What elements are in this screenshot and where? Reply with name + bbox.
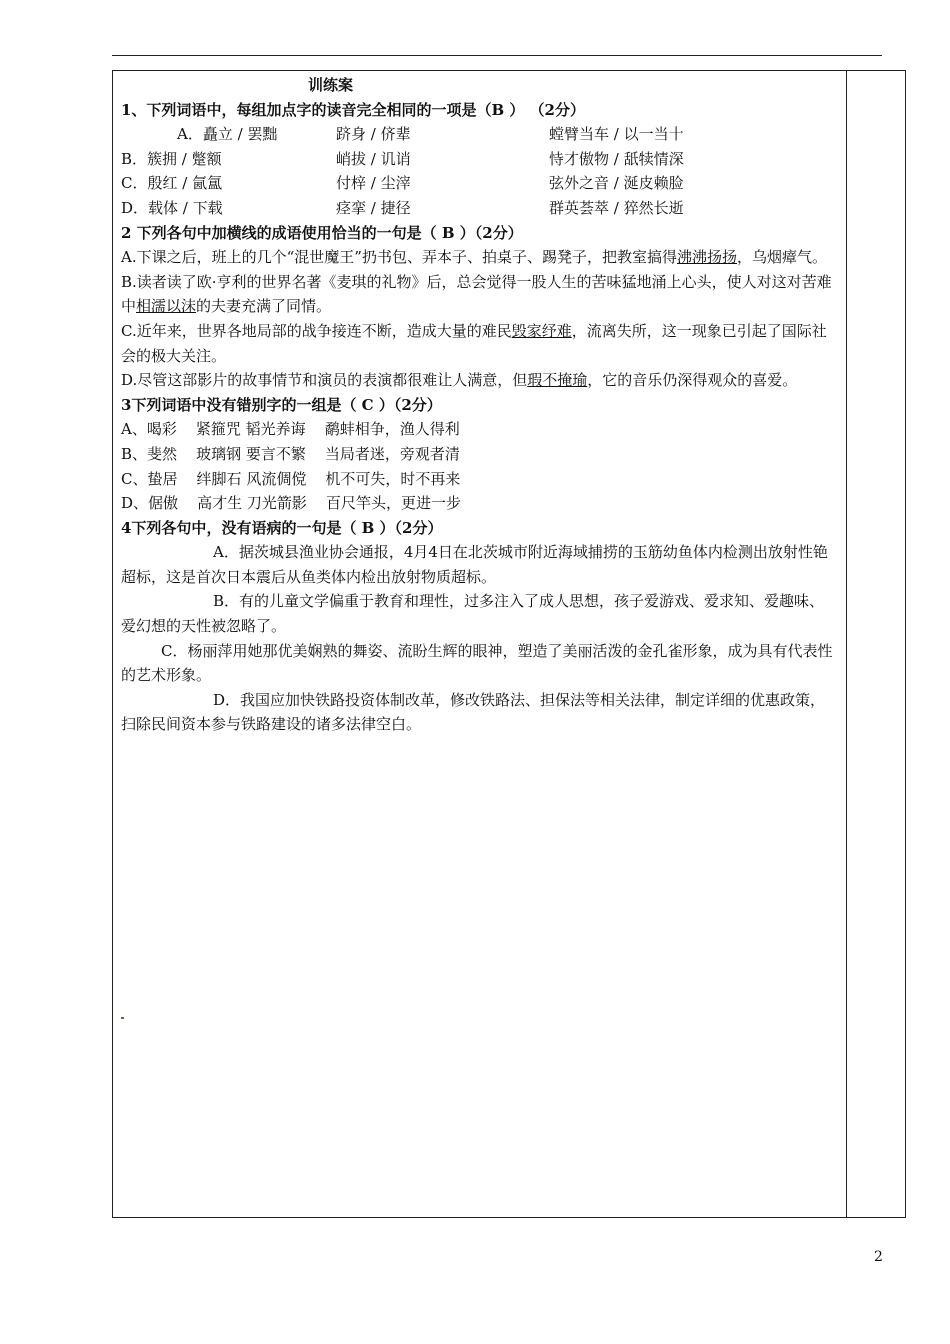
- section-title: 训练案: [308, 76, 354, 94]
- q1-option-row: [121, 147, 839, 172]
- q4-option-c: [121, 639, 839, 688]
- q3-option-b: B、斐然 玻璃钢 要言不繁 当局者迷，旁观者清: [121, 444, 460, 463]
- q2-option-d-idiom: 瑕不掩瑜: [527, 371, 588, 390]
- q2-option-a: [121, 245, 839, 270]
- q4-option-b-text: B．有的儿童文学偏重于教育和理性，过多注入了成人思想，孩子爱游戏、爱求知、爱趣味、爱幻想的天性被忽略了。: [121, 592, 825, 636]
- q1-option-a-2: 跻身 / 侪辈: [336, 125, 411, 144]
- q4-option-d-text: D．我国应加快铁路投资体制改革，修改铁路法、担保法等相关法律，制定详细的优惠政策，扫除民间资本参与铁路建设的诸多法律空白。: [121, 690, 826, 734]
- worksheet-content: [121, 73, 839, 737]
- q2-option-d-text: D.尽管这部影片的故事情节和演员的表演都很难让人满意，但: [121, 371, 528, 390]
- q1-option-c-1: C．殷红 / 氤氲: [121, 174, 223, 193]
- q1-option-d-3: 群英荟萃 / 猝然长逝: [549, 198, 684, 217]
- q1-option-d-1: D．载体 / 下载: [121, 198, 223, 217]
- question-3-stem: 3下列词语中没有错别字的一组是（ C ）（2分）: [121, 395, 442, 414]
- q4-option-c-text: C．杨丽萍用她那优美娴熟的舞姿、流盼生辉的眼神，塑造了美丽活泼的金孔雀形象，成为具有代表性的艺术形象。: [121, 641, 833, 685]
- q2-option-a-tail: ，乌烟瘴气。: [736, 248, 827, 267]
- q2-option-c-text: C.近年来，世界各地局部的战争接连不断，造成大量的难民: [121, 321, 512, 340]
- stray-mark: [121, 1017, 124, 1019]
- q1-option-row: [121, 171, 839, 196]
- q3-option-a: A、喝彩 紧箍咒 韬光养诲 鹬蚌相争，渔人得利: [121, 420, 460, 439]
- q2-option-d: [121, 368, 839, 393]
- question-4-stem: 4下列各句中，没有语病的一句是（ B ）（2分）: [121, 518, 443, 537]
- q1-option-b-3: 恃才傲物 / 舐犊情深: [549, 149, 684, 168]
- q1-option-a-3: 螳臂当车 / 以一当十: [549, 125, 684, 144]
- q2-option-a-idiom: 沸沸扬扬: [676, 248, 737, 267]
- question-1-stem: 1、下列词语中，每组加点字的读音完全相同的一项是（B ） （2分）: [121, 100, 585, 119]
- q4-option-d: [121, 688, 839, 737]
- q3-option-c: C、蛰居 绊脚石 风流倜傥 机不可失，时不再来: [121, 469, 461, 488]
- q1-option-c-2: 付梓 / 尘滓: [336, 174, 411, 193]
- q1-option-a-1: A．矗立 / 罢黜: [177, 125, 278, 144]
- q1-option-row: [121, 122, 839, 147]
- q1-option-d-2: 痉挛 / 捷径: [336, 198, 411, 217]
- q2-option-b-text: B.读者读了欧·亨利的世界名著《麦琪的礼物》后，总会觉得一股人生的苦味猛地涌上心头，使人对这对苦难中: [121, 272, 832, 316]
- q2-option-c-tail: ，流离失所，这一现象已引起了国际社会的极大关注。: [121, 321, 827, 365]
- q4-option-b: [121, 589, 839, 638]
- question-2-stem: 2 下列各句中加横线的成语使用恰当的一句是（ B ）（2分）: [121, 223, 523, 242]
- header-rule: [112, 55, 882, 56]
- column-divider: [846, 70, 847, 1218]
- q4-option-a: [121, 540, 839, 589]
- q1-option-b-1: B．簇拥 / 蹩额: [121, 149, 222, 168]
- q1-option-b-2: 峭拔 / 讥诮: [336, 149, 411, 168]
- q2-option-b-tail: 的夫妻充满了同情。: [196, 297, 332, 316]
- q3-option-d: D、倨傲 高才生 刀光箭影 百尺竿头，更进一步: [121, 494, 461, 513]
- q2-option-d-tail: ，它的音乐仍深得观众的喜爱。: [587, 371, 798, 390]
- q2-option-c-idiom: 毁家纾难: [511, 321, 572, 340]
- page-number: 2: [874, 1249, 883, 1265]
- q2-option-b-idiom: 相濡以沫: [136, 297, 197, 316]
- q1-option-row: [121, 196, 839, 221]
- q1-option-c-3: 弦外之音 / 涎皮赖脸: [549, 174, 684, 193]
- q2-option-b: [121, 270, 839, 319]
- q4-option-a-text: A．据茨城县渔业协会通报，4月4日在北茨城市附近海域捕捞的玉筋幼鱼体内检测出放射性铯超标，这是首次日本震后从鱼类体内检出放射物质超标。: [121, 543, 828, 586]
- q2-option-a-text: A.下课之后，班上的几个“混世魔王”扔书包、弄本子、拍桌子、踢凳子，把教室搞得: [121, 248, 677, 267]
- q2-option-c: [121, 319, 839, 368]
